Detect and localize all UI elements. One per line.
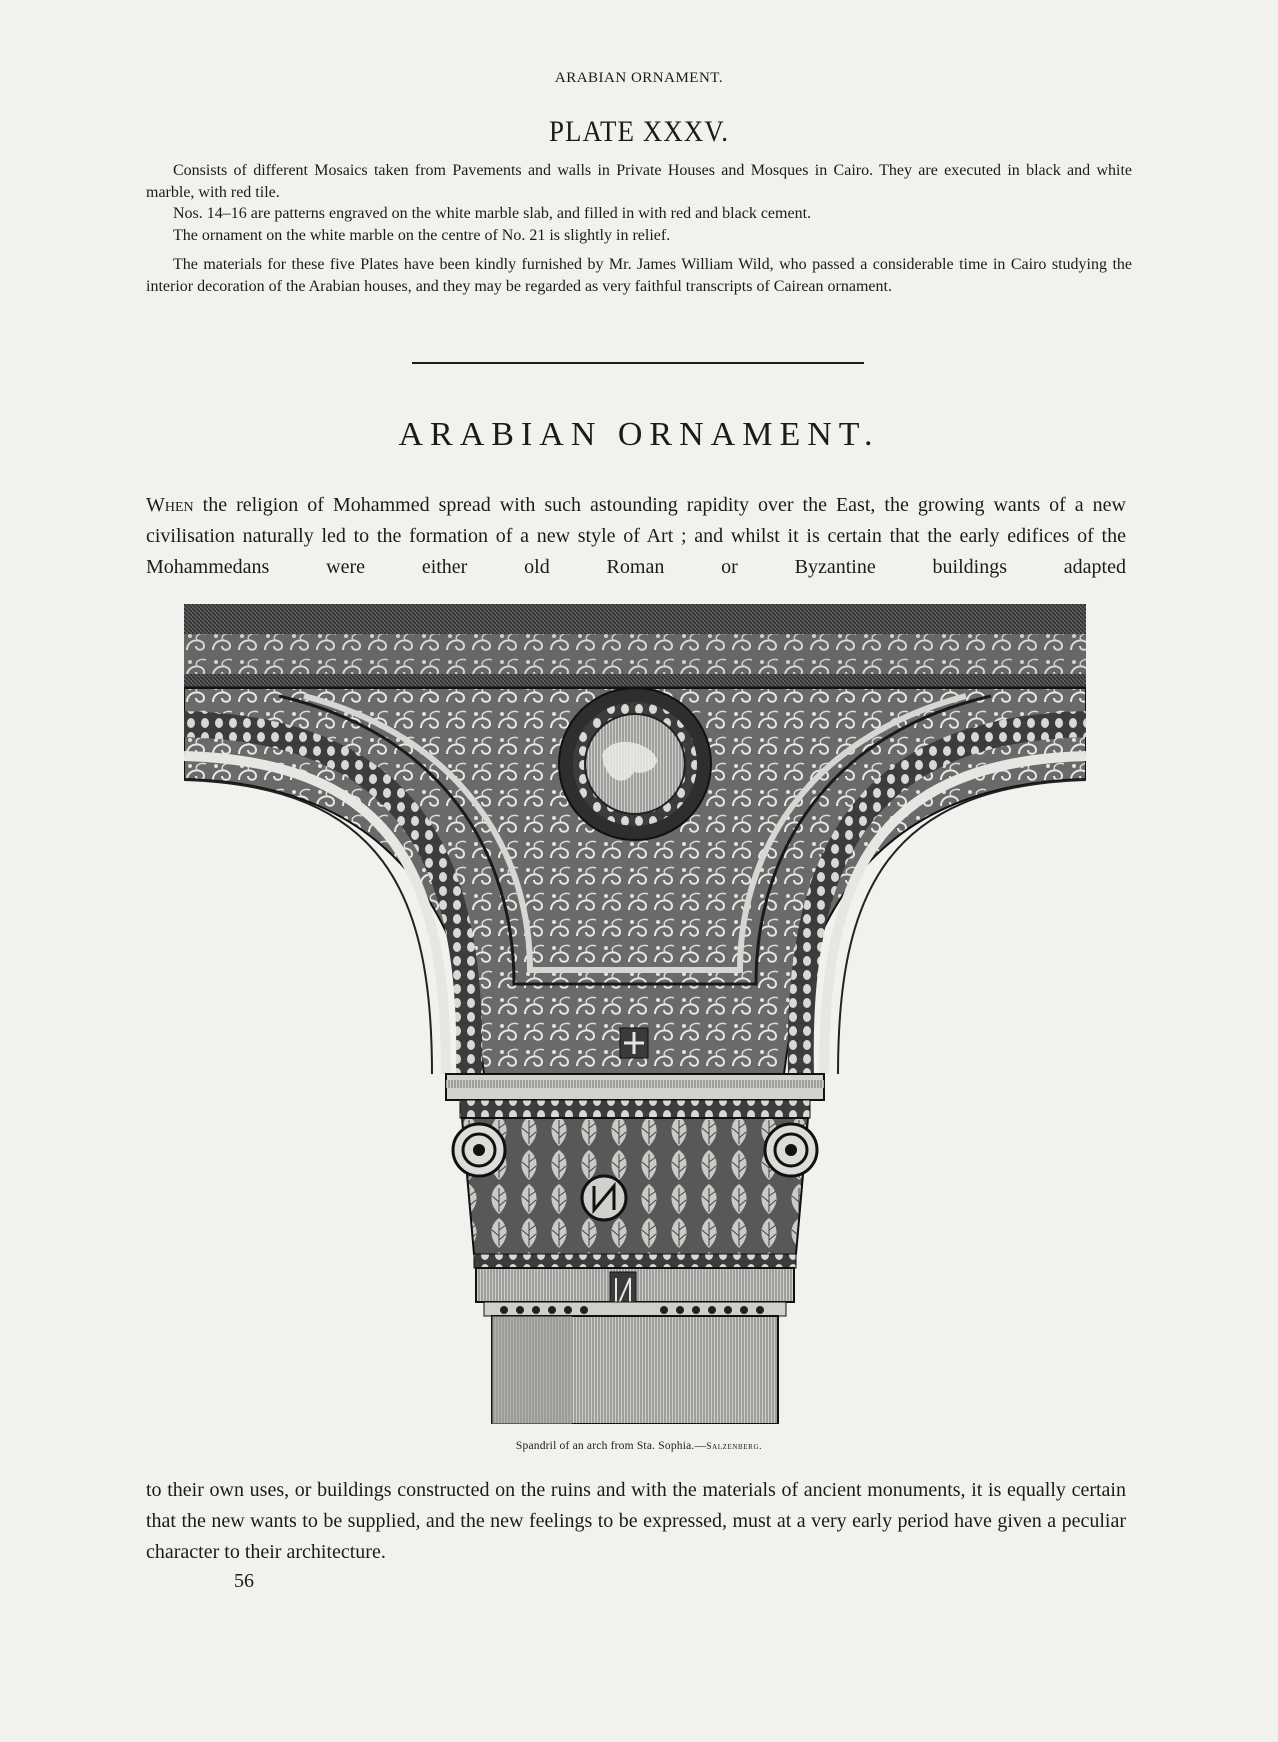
caption-text: Spandril of an arch from Sta. Sophia.—	[515, 1440, 707, 1452]
intro-text: the religion of Mohammed spread with such astounding rapidity over the East, the growing wants of a new civilisation naturally led to the formation of a new style of Art ; and whilst it is certain that the early edifices of the Mohammedans were either old Roman or Byzantine buildings adapted	[146, 494, 1126, 578]
continued-text: to their own uses, or buildings constructed on the ruins and with the materials of ancient monuments, it is equally certain that the new wants to be supplied, and the new feelings to be expressed, must at a very early period have given a peculiar character to their architecture.	[146, 1479, 1126, 1563]
continued-paragraph	[146, 1475, 1126, 1568]
plate-note: The ornament on the white marble on the centre of No. 21 is slightly in relief.	[173, 226, 671, 244]
capital	[462, 1118, 808, 1265]
section-divider	[412, 362, 864, 364]
running-head: ARABIAN ORNAMENT.	[554, 70, 724, 86]
drop-word: When	[146, 494, 194, 516]
plate-title: PLATE XXXV.	[548, 114, 729, 148]
caption-credit: Salzenberg.	[706, 1442, 763, 1452]
figure-caption	[0, 1440, 1278, 1452]
intro-paragraph	[146, 490, 1126, 583]
plate-notes	[146, 160, 1132, 297]
plate-note: Consists of different Mosaics taken from Pavements and walls in Private Houses and Mosques in Cairo. They are executed in black and white marble, with red tile.	[146, 162, 1132, 201]
plate-note: Nos. 14–16 are patterns engraved on the white marble slab, and filled in with red and black cement.	[173, 205, 812, 222]
page-number: 56	[234, 1570, 254, 1592]
section-title: ARABIAN ORNAMENT.	[398, 416, 880, 453]
spandrel-engraving	[184, 604, 1086, 1424]
plate-note: The materials for these five Plates have been kindly furnished by Mr. James William Wild, who passed a considerable time in Cairo studying the interior decoration of the Arabian houses, and they may be regarded as very faithful transcripts of Cairean ornament.	[146, 256, 1132, 295]
